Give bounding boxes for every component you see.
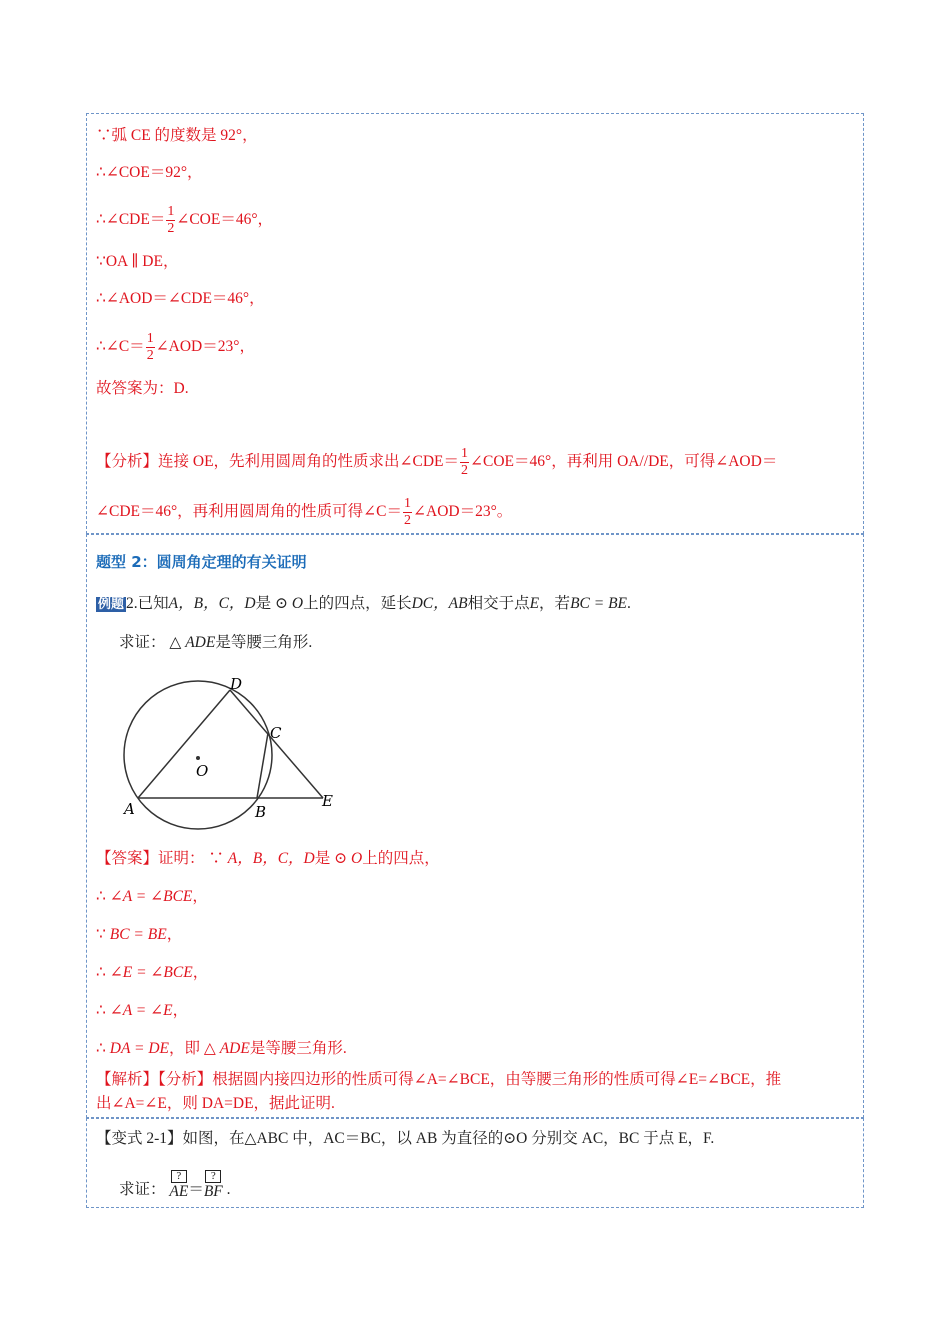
answer-text: ∴ bbox=[96, 1002, 110, 1019]
answer-text: ， bbox=[192, 964, 209, 981]
prove-text: 求证： bbox=[119, 1181, 166, 1198]
step-line: ∴∠AOD＝∠CDE＝46°， bbox=[96, 290, 265, 307]
section-heading: 题型 2：圆周角定理的有关证明 bbox=[96, 553, 307, 571]
arc-bf bbox=[204, 1170, 223, 1200]
math-text: DA = DE bbox=[109, 1040, 170, 1057]
fraction bbox=[146, 332, 155, 363]
problem-text: ，若 bbox=[539, 595, 571, 612]
math-text: BC = BE bbox=[109, 926, 167, 943]
problem-text: 2.已知 bbox=[126, 595, 169, 612]
problem-text: 上的四点，延长 bbox=[303, 595, 412, 612]
segment-de bbox=[230, 690, 323, 798]
answer-text: ∴ bbox=[96, 964, 110, 981]
problem-text: 是 ⊙ bbox=[255, 595, 292, 612]
answer-line bbox=[96, 1001, 188, 1021]
arc-ae bbox=[169, 1170, 188, 1200]
fraction-numerator: 1 bbox=[167, 204, 175, 219]
solution-line: 出∠A=∠E，则 DA=DE，据此证明. bbox=[96, 1095, 335, 1112]
answer-line bbox=[96, 849, 440, 869]
step-line: ∵OA ∥ DE， bbox=[96, 253, 179, 270]
math-text: ∠A = ∠E bbox=[109, 1002, 173, 1019]
math-text: BF bbox=[203, 1183, 223, 1200]
answer-text: ，即 △ bbox=[169, 1040, 220, 1057]
fraction-denominator: 2 bbox=[146, 348, 154, 363]
fraction-numerator: 1 bbox=[146, 331, 154, 346]
answer-text: ∴ bbox=[96, 888, 110, 905]
variant-problem: 【变式 2-1】如图，在△ABC 中，AC＝BC，以 AB 为直径的⊙O 分别交 AC，BC 于点 E，F. bbox=[96, 1130, 715, 1147]
label-c: C bbox=[270, 724, 282, 742]
segment-ad bbox=[138, 690, 230, 798]
math-text: AE bbox=[169, 1183, 189, 1200]
answer-text: ， bbox=[172, 1002, 189, 1019]
fraction-denominator: 2 bbox=[167, 221, 175, 236]
step-line bbox=[96, 205, 273, 236]
math-text: A，B，C，D bbox=[227, 850, 315, 867]
analysis-line bbox=[96, 447, 777, 478]
answer-text: ， bbox=[166, 926, 183, 943]
prove-statement bbox=[119, 633, 312, 653]
step-line: ∴∠COE＝92°， bbox=[96, 164, 203, 181]
answer-text: 【答案】证明： ∵ bbox=[96, 850, 228, 867]
math-text: BC = BE bbox=[570, 595, 628, 612]
answer-line bbox=[96, 963, 208, 983]
label-b: B bbox=[255, 803, 267, 821]
answer-text: ， bbox=[192, 888, 208, 905]
prove-text: 求证： bbox=[119, 634, 170, 651]
step-text: ∴∠C＝ bbox=[96, 338, 145, 356]
segment-cb bbox=[257, 733, 268, 798]
center-point bbox=[196, 756, 200, 760]
arc-mark-icon: ? bbox=[171, 1170, 187, 1183]
math-text: A，B，C，D bbox=[168, 595, 256, 612]
analysis-text: ∠AOD＝23°。 bbox=[413, 503, 513, 521]
answer-text: 是等腰三角形. bbox=[249, 1040, 347, 1057]
prove-text: . bbox=[222, 1181, 231, 1198]
prove-text: 是等腰三角形. bbox=[215, 634, 313, 651]
example-tag: 例题 bbox=[98, 597, 125, 612]
answer-line bbox=[96, 925, 182, 945]
answer-text: ∴ bbox=[96, 1040, 110, 1057]
variant-prove bbox=[119, 1170, 231, 1200]
circle-o bbox=[124, 681, 272, 829]
label-a: A bbox=[124, 800, 135, 818]
label-d: D bbox=[230, 675, 243, 693]
problem-text: . bbox=[627, 595, 631, 612]
analysis-text: ∠CDE＝46°，再利用圆周角的性质可得∠C＝ bbox=[96, 503, 403, 521]
arc-mark-icon: ? bbox=[205, 1170, 221, 1183]
fraction bbox=[460, 447, 469, 478]
label-o: O bbox=[196, 762, 209, 780]
answer-line bbox=[96, 887, 208, 907]
fraction-denominator: 2 bbox=[461, 463, 469, 478]
answer-line: 故答案为：D. bbox=[96, 380, 189, 397]
math-text: ∠E = ∠BCE bbox=[109, 964, 193, 981]
fraction bbox=[403, 497, 412, 528]
answer-text: ∵ bbox=[96, 926, 110, 943]
analysis-line bbox=[96, 497, 512, 528]
math-text: O bbox=[350, 850, 363, 867]
step-text: ∴∠CDE＝ bbox=[96, 211, 166, 229]
problem-statement bbox=[96, 594, 631, 615]
analysis-text: 【分析】连接 OE，先利用圆周角的性质求出∠CDE＝ bbox=[96, 453, 460, 471]
math-text: ADE bbox=[185, 634, 216, 651]
equals-sign: ＝ bbox=[188, 1181, 204, 1198]
geometry-figure bbox=[118, 672, 348, 832]
fraction-denominator: 2 bbox=[404, 513, 412, 528]
fraction-numerator: 1 bbox=[461, 446, 469, 461]
step-line: ∵弧 CE 的度数是 92°， bbox=[96, 127, 258, 144]
solution-line: 【解析】【分析】根据圆内接四边形的性质可得∠A=∠BCE，由等腰三角形的性质可得∠E=∠BCE，推 bbox=[96, 1071, 782, 1088]
fraction bbox=[166, 205, 175, 236]
answer-line bbox=[96, 1039, 347, 1059]
fraction-numerator: 1 bbox=[404, 496, 412, 511]
math-text: ∠A = ∠BCE bbox=[109, 888, 193, 905]
math-text: DC，AB bbox=[411, 595, 468, 612]
label-e: E bbox=[322, 792, 333, 810]
math-text: ADE bbox=[219, 1040, 250, 1057]
prove-text: △ bbox=[169, 634, 186, 651]
problem-text: 相交于点 bbox=[467, 595, 530, 612]
answer-text: 上的四点， bbox=[362, 850, 440, 867]
analysis-text: ∠COE＝46°，再利用 OA//DE，可得∠AOD＝ bbox=[470, 453, 778, 471]
step-text: ∠AOD＝23°， bbox=[155, 338, 255, 356]
math-text: E bbox=[529, 595, 540, 612]
math-text: O bbox=[291, 595, 304, 612]
step-line bbox=[96, 332, 255, 363]
step-text: ∠COE＝46°， bbox=[176, 211, 274, 229]
answer-text: 是 ⊙ bbox=[314, 850, 351, 867]
